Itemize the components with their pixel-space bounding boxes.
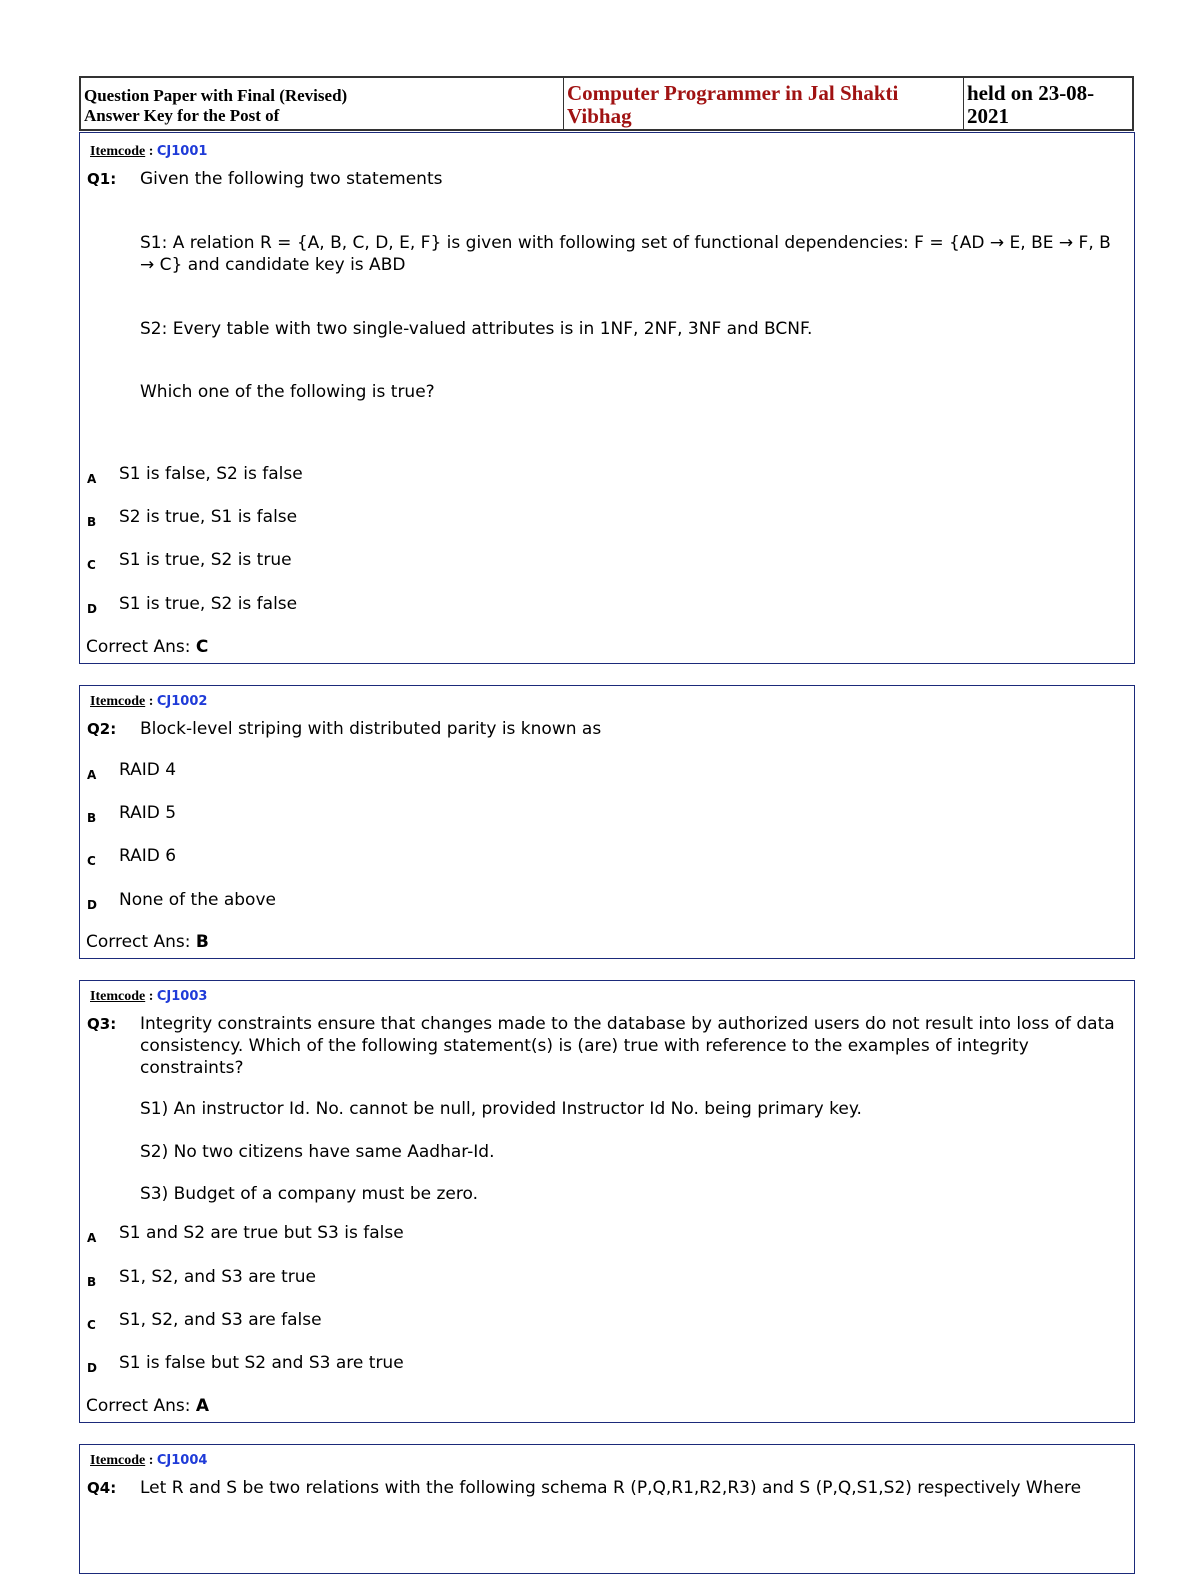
option-d-text: S1 is true, S2 is false — [119, 594, 298, 614]
correct-answer — [86, 637, 208, 657]
itemcode-row: Itemcode : CJ1003 — [90, 989, 208, 1004]
header-held-on: held on 23-08-2021 — [967, 81, 1095, 128]
correct-answer-label: Correct Ans: — [86, 637, 191, 657]
itemcode-label: Itemcode — [90, 694, 146, 709]
correct-answer-value: B — [195, 932, 209, 952]
option-letter-a: A — [87, 1231, 97, 1245]
itemcode-value: CJ1001 — [156, 144, 208, 159]
option-letter-a: A — [87, 472, 97, 486]
option-letter-b: B — [87, 1275, 97, 1289]
option-letter-d: D — [87, 898, 97, 912]
itemcode-value: CJ1002 — [156, 694, 208, 709]
itemcode-label: Itemcode — [90, 1453, 146, 1468]
option-a-text: S1 and S2 are true but S3 is false — [119, 1223, 404, 1243]
itemcode-value: CJ1003 — [156, 989, 208, 1004]
correct-answer-label: Correct Ans: — [86, 1396, 191, 1416]
option-letter-d: D — [87, 602, 97, 616]
option-letter-b: B — [87, 811, 97, 825]
question-block-q4 — [79, 1444, 1135, 1574]
option-letter-c: C — [87, 1318, 96, 1332]
option-letter-b: B — [87, 515, 97, 529]
itemcode-row: Itemcode : CJ1002 — [90, 694, 208, 709]
header-paper-title — [81, 78, 564, 129]
question-block-q3 — [79, 980, 1135, 1423]
option-letter-a: A — [87, 768, 97, 782]
itemcode-label: Itemcode — [90, 144, 146, 159]
option-a-text: RAID 4 — [119, 760, 177, 780]
option-b-text: RAID 5 — [119, 803, 177, 823]
option-c-text: RAID 6 — [119, 846, 177, 866]
question-block-q2 — [79, 685, 1135, 959]
correct-answer — [86, 932, 209, 952]
question-number: Q3: — [87, 1015, 117, 1033]
correct-answer-value: C — [195, 637, 209, 657]
question-number: Q4: — [87, 1479, 117, 1497]
option-c-text: S1, S2, and S3 are false — [119, 1310, 322, 1330]
header-post-name: Computer Programmer in Jal Shakti Vibhag — [564, 78, 964, 129]
question-text: Given the following two statements — [140, 169, 443, 189]
question-statement-s2: S2) No two citizens have same Aadhar-Id. — [140, 1142, 495, 1162]
option-d-text: None of the above — [119, 890, 276, 910]
correct-answer-label: Correct Ans: — [86, 932, 191, 952]
question-number: Q2: — [87, 720, 117, 738]
itemcode-row: Itemcode : CJ1004 — [90, 1453, 208, 1468]
option-b-text: S1, S2, and S3 are true — [119, 1267, 317, 1287]
question-statement-s3: S3) Budget of a company must be zero. — [140, 1184, 478, 1204]
option-letter-c: C — [87, 558, 96, 572]
option-a-text: S1 is false, S2 is false — [119, 464, 303, 484]
question-statement-s1: S1: A relation R = {A, B, C, D, E, F} is given with following set of functional dependencies: F = {AD → E, BE → F, B → C} and candidate key is ABD — [140, 233, 1111, 275]
question-statement-s1: S1) An instructor Id. No. cannot be null, provided Instructor Id No. being primary key. — [140, 1099, 862, 1119]
question-block-q1 — [79, 132, 1135, 664]
option-letter-c: C — [87, 854, 96, 868]
question-prompt: Which one of the following is true? — [140, 382, 435, 402]
option-letter-d: D — [87, 1361, 97, 1375]
question-text: Let R and S be two relations with the following schema R (P,Q,R1,R2,R3) and S (P,Q,S1,S2) respectively Where — [140, 1478, 1082, 1498]
option-d-text: S1 is false but S2 and S3 are true — [119, 1353, 404, 1373]
header-title-line2: Answer Key for the Post of — [84, 106, 280, 125]
correct-answer-value: A — [195, 1396, 210, 1416]
itemcode-row: Itemcode : CJ1001 — [90, 144, 208, 159]
itemcode-value: CJ1004 — [156, 1453, 208, 1468]
itemcode-label: Itemcode — [90, 989, 146, 1004]
correct-answer — [86, 1396, 209, 1416]
option-c-text: S1 is true, S2 is true — [119, 550, 292, 570]
question-statement-s2: S2: Every table with two single-valued attributes is in 1NF, 2NF, 3NF and BCNF. — [140, 319, 813, 339]
question-text: Block-level striping with distributed parity is known as — [140, 719, 602, 739]
header-title-line1: Question Paper with Final (Revised) — [84, 86, 348, 105]
question-text: Integrity constraints ensure that changes made to the database by authorized users do not result into loss of data consistency. Which of the following statement(s) is (are) true with reference to the examples of integrity constraints? — [140, 1014, 1115, 1078]
question-number: Q1: — [87, 170, 117, 188]
option-b-text: S2 is true, S1 is false — [119, 507, 298, 527]
paper-header — [79, 76, 1134, 131]
